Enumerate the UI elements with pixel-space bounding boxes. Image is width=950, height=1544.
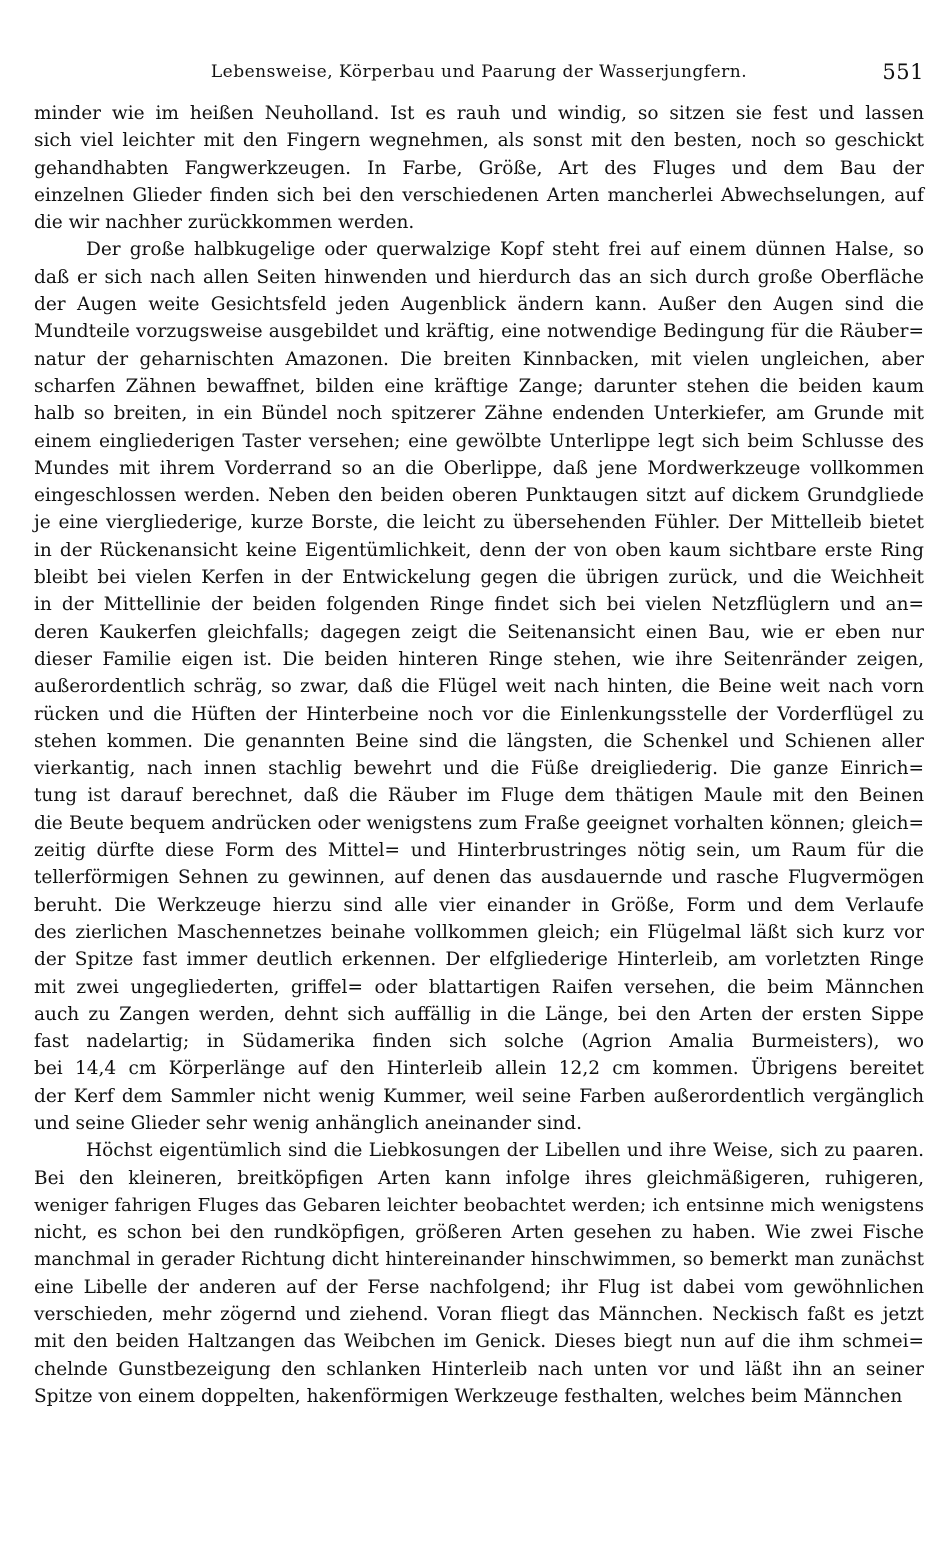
text-line: deren Kaukerfen gleichfalls; dagegen zeigt die Seitenansicht einen Bau, wie er eben nur xyxy=(34,621,924,643)
text-line: beruht. Die Werkzeuge hierzu sind alle vier einander in Größe, Form und dem Verlaufe xyxy=(34,894,924,916)
text-line: mit zwei ungegliederten, griffel= oder blattartigen Raifen versehen, die beim Männchen xyxy=(34,976,924,998)
text-line: zeitig dürfte diese Form des Mittel= und Hinterbrustringes nötig sein, um Raum für die xyxy=(34,840,924,862)
text-line: einzelnen Glieder finden sich bei den verschiedenen Arten mancherlei Abwechselungen, auf xyxy=(34,184,924,206)
text-line: fast nadelartig; in Südamerika finden sich solche (Agrion Amalia Burmeisters), wo xyxy=(34,1031,924,1053)
text-line: minder wie im heißen Neuholland. Ist es rauh und windig, so sitzen sie fest und lassen xyxy=(34,103,924,124)
text-line: des zierlichen Maschennetzes beinahe vollkommen gleich; ein Flügelmal läßt sich kurz vor xyxy=(34,921,924,943)
page-number: 551 xyxy=(882,60,924,84)
text-line: tellerförmigen Sehnen zu gewinnen, auf denen das ausdauernde und rasche Flugvermögen xyxy=(34,867,924,889)
text-line: halb so breiten, in ein Bündel noch spitzerer Zähne endenden Unterkiefer, am Grunde mit xyxy=(34,403,924,425)
text-line: scharfen Zähnen bewaffnet, bilden eine kräftige Zange; darunter stehen die beiden kaum xyxy=(34,375,924,397)
text-line: die Beute bequem andrücken oder wenigstens zum Fraße geeignet vorhalten können; gleich= xyxy=(34,812,924,834)
text-line: nicht, es schon bei den rundköpfigen, größeren Arten gesehen zu haben. Wie zwei Fische xyxy=(34,1222,924,1244)
paragraph xyxy=(34,236,924,1137)
paragraph xyxy=(34,100,924,236)
text-line: natur der geharnischten Amazonen. Die breiten Kinnbacken, mit vielen ungleichen, aber xyxy=(34,348,924,370)
text-line: mit den beiden Haltzangen das Weibchen im Genick. Dieses biegt nun auf die ihm schmei= xyxy=(34,1331,924,1353)
text-line: stehen kommen. Die genannten Beine sind die längsten, die Schenkel und Schienen aller xyxy=(34,730,924,752)
text-line: der Kerf dem Sammler nicht wenig Kummer, weil seine Farben außerordentlich vergänglich xyxy=(34,1085,924,1107)
text-line: vierkantig, nach innen stachlig bewehrt und die Füße dreigliederig. Die ganze Einrich= xyxy=(34,758,924,780)
running-header-title: Lebensweise, Körperbau und Paarung der Wasserjungfern. xyxy=(210,62,748,82)
text-line: chelnde Gunstbezeigung den schlanken Hinterleib nach unten vor und läßt ihn an seiner xyxy=(34,1358,924,1380)
text-line: tung ist darauf berechnet, daß die Räuber im Fluge dem thätigen Maule mit den Beinen xyxy=(34,785,924,807)
text-line: eine Libelle der anderen auf der Ferse nachfolgend; ihr Flug ist dabei vom gewöhnlichen xyxy=(34,1276,924,1298)
text-line: der Augen weite Gesichtsfeld jeden Augenblick ändern kann. Außer den Augen sind die xyxy=(34,294,924,316)
text-line: Der große halbkugelige oder querwalzige Kopf steht frei auf einem dünnen Halse, so xyxy=(86,239,924,261)
text-line: Mundes mit ihrem Vorderrand so an die Oberlippe, daß jene Mordwerkzeuge vollkommen xyxy=(34,457,924,479)
text-line: weniger fahrigen Fluges das Gebaren leichter beobachtet werden; ich entsinne mich wenigstens xyxy=(34,1194,924,1216)
text-line: Höchst eigentümlich sind die Liebkosungen der Libellen und ihre Weise, sich zu paaren. xyxy=(86,1140,924,1162)
text-line: und seine Glieder sehr wenig anhänglich aneinander sind. xyxy=(34,1112,583,1134)
text-line: manchmal in gerader Richtung dicht hintereinander hinschwimmen, so bemerkt man zunächst xyxy=(34,1249,924,1271)
text-line: Mundteile vorzugsweise ausgebildet und kräftig, eine notwendige Bedingung für die Räuber= xyxy=(34,321,924,343)
text-line: bleibt bei vielen Kerfen in der Entwickelung gegen die übrigen zurück, und die Weichheit xyxy=(34,567,924,589)
running-header xyxy=(34,62,924,88)
text-line: Bei den kleineren, breitköpfigen Arten kann infolge ihres gleichmäßigeren, ruhigeren, xyxy=(34,1167,924,1189)
text-line: die wir nachher zurückkommen werden. xyxy=(34,212,415,234)
text-line: sich viel leichter mit den Fingern wegnehmen, als sonst mit den besten, noch so geschickt xyxy=(34,130,924,152)
text-line: eingeschlossen werden. Neben den beiden oberen Punktaugen sitzt auf dickem Grundgliede xyxy=(34,485,924,507)
text-line: Spitze von einem doppelten, hakenförmigen Werkzeuge festhalten, welches beim Männchen xyxy=(34,1385,903,1407)
text-line: daß er sich nach allen Seiten hinwenden und hierdurch das an sich durch große Oberfläche xyxy=(34,266,924,288)
body-text xyxy=(34,100,924,1410)
text-line: bei 14,4 cm Körperlänge auf den Hinterleib allein 12,2 cm kommen. Übrigens bereitet xyxy=(34,1058,924,1080)
text-line: der Spitze fast immer deutlich erkennen. Der elfgliederige Hinterleib, am vorletzten Ringe xyxy=(34,949,924,971)
text-line: einem eingliederigen Taster versehen; eine gewölbte Unterlippe legt sich beim Schlusse des xyxy=(34,430,924,452)
text-line: in der Rückenansicht keine Eigentümlichkeit, denn der von oben kaum sichtbare erste Ring xyxy=(34,539,924,561)
text-line: in der Mittellinie der beiden folgenden Ringe findet sich bei vielen Netzflüglern und an= xyxy=(34,594,924,616)
text-line: auch zu Zangen werden, dehnt sich auffällig in die Länge, bei den Arten der ersten Sippe xyxy=(34,1003,924,1025)
text-line: je eine viergliederige, kurze Borste, die leicht zu übersehenden Fühler. Der Mittelleib bietet xyxy=(34,512,924,534)
paragraph xyxy=(34,1137,924,1410)
text-line: rücken und die Hüften der Hinterbeine noch vor die Einlenkungsstelle der Vorderflügel zu xyxy=(34,703,924,725)
text-line: gehandhabten Fangwerkzeugen. In Farbe, Größe, Art des Fluges und dem Bau der xyxy=(34,157,924,179)
text-line: außerordentlich schräg, so zwar, daß die Flügel weit nach hinten, die Beine weit nach vorn xyxy=(34,676,924,698)
text-line: verschieden, mehr zögernd und ziehend. Voran fliegt das Männchen. Neckisch faßt es jetzt xyxy=(34,1304,924,1326)
text-line: dieser Familie eigen ist. Die beiden hinteren Ringe stehen, wie ihre Seitenränder zeigen, xyxy=(34,648,924,670)
